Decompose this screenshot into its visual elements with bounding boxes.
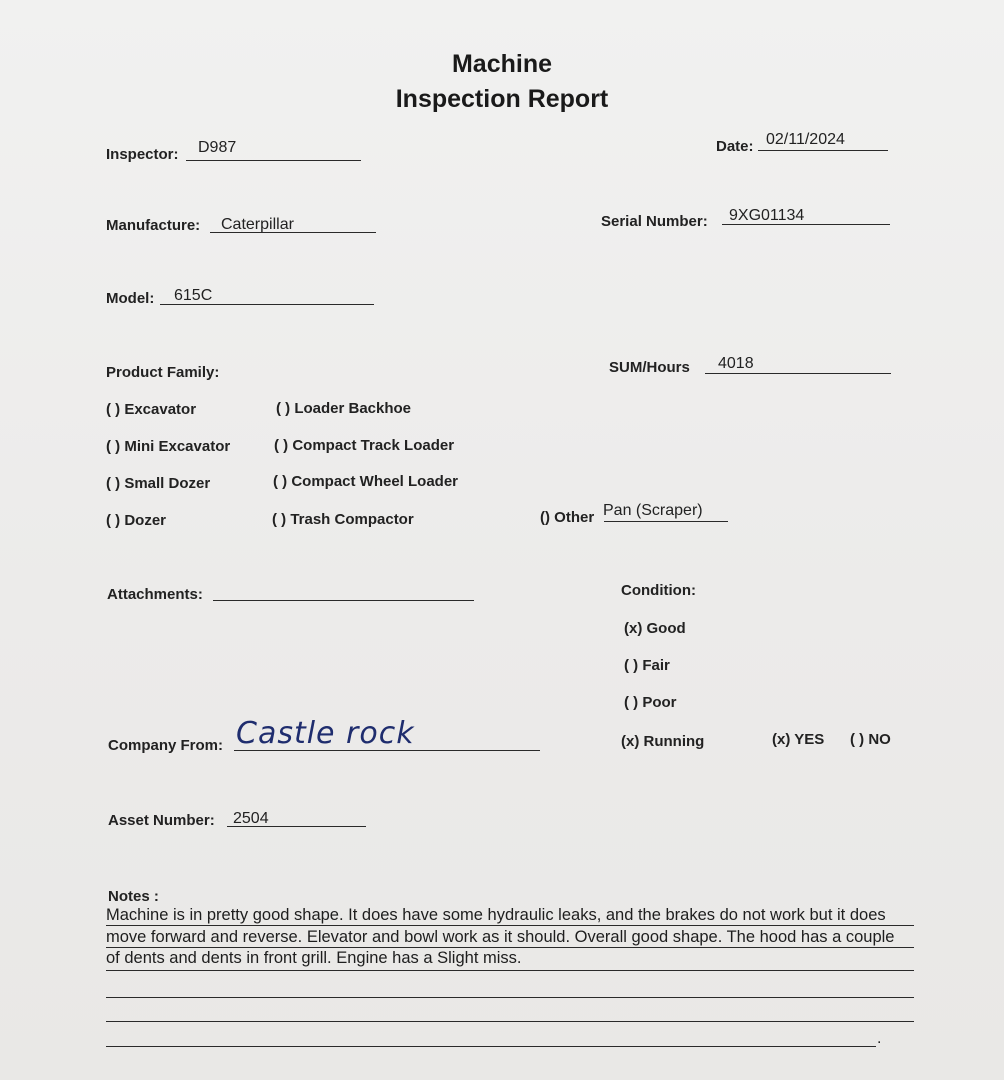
sum-hours-label: SUM/Hours: [609, 359, 690, 376]
condition-fair: ( ) Fair: [624, 657, 670, 674]
notes-line-2: move forward and reverse. Elevator and bowl work as it should. Overall good shape. The hood has a couple: [106, 928, 895, 946]
model-line: [160, 304, 374, 305]
serial-line: [722, 224, 890, 225]
serial-value: 9XG01134: [729, 207, 805, 224]
option-loader-backhoe: ( ) Loader Backhoe: [276, 400, 412, 417]
company-from-line: [234, 750, 540, 751]
inspector-label: Inspector:: [106, 146, 179, 163]
option-excavator: ( ) Excavator: [106, 401, 197, 418]
running-no: ( ) NO: [850, 731, 891, 748]
condition-good: (x) Good: [624, 620, 686, 637]
notes-line-1: Machine is in pretty good shape. It does have some hydraulic leaks, and the brakes do not work but it does: [106, 906, 886, 924]
date-line: [758, 150, 888, 151]
option-trash-compactor: ( ) Trash Compactor: [272, 511, 414, 528]
notes-label: Notes :: [108, 888, 159, 905]
option-compact-track-loader: ( ) Compact Track Loader: [274, 437, 455, 454]
model-label: Model:: [106, 290, 155, 307]
option-compact-wheel-loader: ( ) Compact Wheel Loader: [273, 473, 459, 490]
running-label: (x) Running: [621, 733, 705, 750]
manufacture-label: Manufacture:: [106, 217, 201, 234]
report-title-line1: Machine: [451, 50, 553, 78]
manufacture-line: [210, 232, 376, 233]
option-dozer: ( ) Dozer: [106, 512, 166, 529]
asset-number-label: Asset Number:: [108, 812, 215, 829]
company-from-label: Company From:: [108, 737, 224, 754]
notes-rule-6: [106, 1046, 876, 1047]
option-other-line: [604, 521, 728, 522]
option-other-label: () Other: [540, 509, 595, 526]
notes-rule-4: [106, 997, 914, 998]
product-family-label: Product Family:: [106, 364, 220, 381]
asset-number-value: 2504: [233, 810, 269, 827]
model-value: 615C: [174, 287, 213, 304]
date-value: 02/11/2024: [766, 131, 845, 148]
asset-number-line: [227, 826, 366, 827]
notes-end-mark: .: [877, 1030, 882, 1047]
sum-hours-value: 4018: [718, 355, 754, 372]
condition-label: Condition:: [621, 582, 696, 599]
notes-rule-3: [106, 970, 914, 971]
notes-rule-2: [106, 947, 914, 948]
date-label: Date:: [716, 138, 754, 155]
option-small-dozer: ( ) Small Dozer: [106, 475, 211, 492]
company-from-handwritten-value: Castle rock: [236, 716, 415, 751]
notes-rule-1: [106, 925, 914, 926]
report-title-line2: Inspection Report: [395, 85, 609, 113]
running-yes: (x) YES: [772, 731, 825, 748]
attachments-label: Attachments:: [107, 586, 203, 603]
inspector-value: D987: [198, 139, 237, 156]
notes-line-3: of dents and dents in front grill. Engine has a Slight miss.: [106, 949, 522, 967]
inspector-line: [186, 160, 361, 161]
sum-hours-line: [705, 373, 891, 374]
manufacture-value: Caterpillar: [221, 216, 294, 233]
condition-poor: ( ) Poor: [624, 694, 677, 711]
option-mini-excavator: ( ) Mini Excavator: [106, 438, 231, 455]
attachments-line: [213, 600, 474, 601]
notes-rule-5: [106, 1021, 914, 1022]
serial-label: Serial Number:: [601, 213, 708, 230]
option-other-value: Pan (Scraper): [603, 502, 703, 519]
